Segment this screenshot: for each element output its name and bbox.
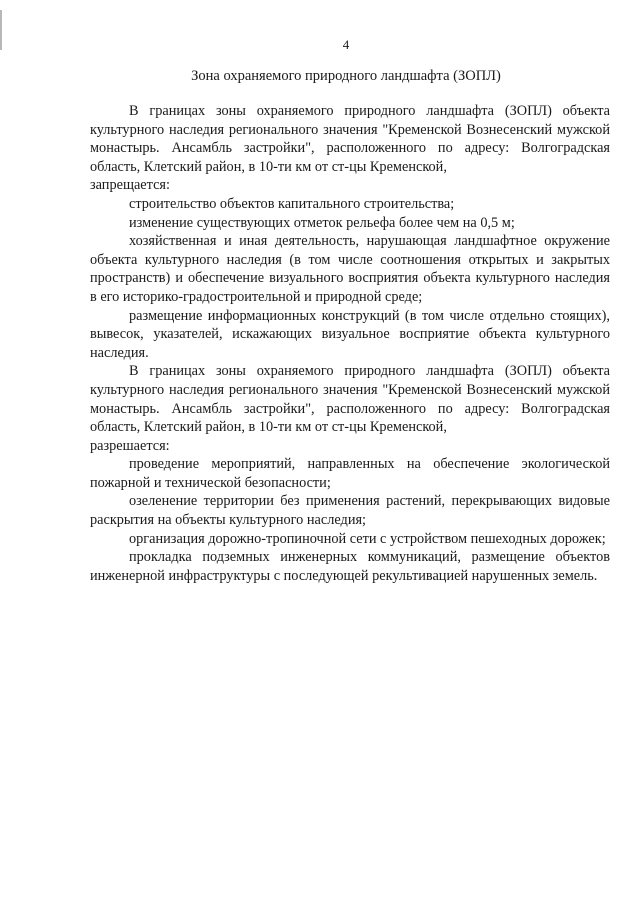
prohibited-item-1: строительство объектов капитального строительства; [129, 195, 455, 212]
page-title: Зона охраняемого природного ландшафта (ЗОПЛ) [191, 68, 501, 84]
prohibited-item-3: хозяйственная и иная деятельность, нарушающая ландшафтное окружение объекта культурного наследия (в том числе соотношения открытых и закрытых пространств) и обеспечение визуального восприятия объекта культурного наследия в его историко-градостроительной и природной среде; [90, 233, 610, 305]
allowed-item-2: озеленение территории без применения растений, перекрывающих видовые раскрытия на объекты культурного наследия; [90, 493, 610, 529]
document-body [90, 102, 610, 585]
scan-edge-mark [0, 10, 2, 50]
prohibited-item-2: изменение существующих отметок рельефа более чем на 0,5 м; [129, 214, 515, 231]
prohibited-intro [90, 102, 610, 176]
allowed-intro [90, 362, 610, 436]
prohibited-item-4: размещение информационных конструкций (в том числе отдельно стоящих), вывесок, указателей, искажающих визуальное восприятие объекта культурного наследия. [90, 307, 610, 361]
prohibited-intro-text: В границах зоны охраняемого природного ландшафта (ЗОПЛ) объекта культурного наследия регионального значения "Кременской Вознесенский мужской монастырь. Ансамбль застройки", расположенного по адресу: Волгоградская область, Клетский район, в 10-ти км от ст-цы Кременской, [90, 103, 610, 175]
allowed-intro-text: В границах зоны охраняемого природного ландшафта (ЗОПЛ) объекта культурного наследия регионального значения "Кременской Вознесенский мужской монастырь. Ансамбль застройки", расположенного по адресу: Волгоградская область, Клетский район, в 10-ти км от ст-цы Кременской, [90, 363, 610, 436]
allowed-item-4: прокладка подземных инженерных коммуникаций, размещение объектов инженерной инфраструктуры с последующей рекультивацией нарушенных земель. [90, 549, 610, 584]
allowed-item-3: организация дорожно-тропиночной сети с устройством пешеходных дорожек; [129, 530, 606, 547]
prohibited-verb: запрещается: [90, 177, 170, 194]
allowed-item-1: проведение мероприятий, направленных на обеспечение экологической пожарной и технической безопасности; [90, 456, 610, 491]
page-number: 4 [342, 37, 350, 52]
allowed-verb: разрешается: [90, 437, 170, 454]
